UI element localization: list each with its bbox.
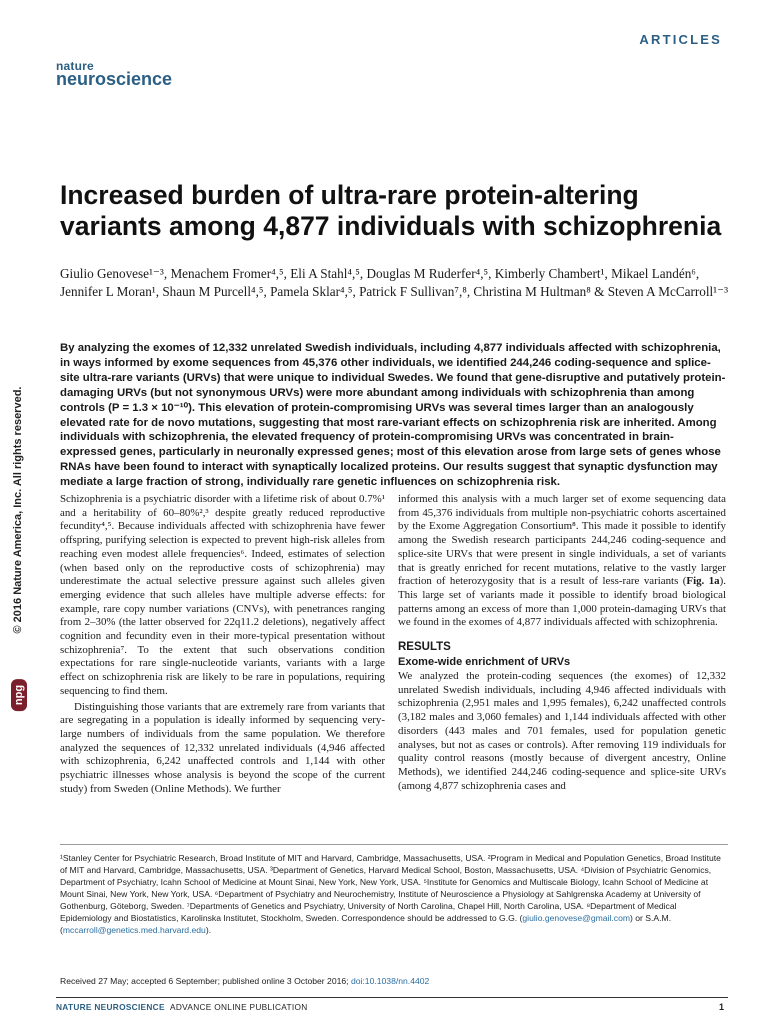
article-title: Increased burden of ultra-rare protein-altering variants among 4,877 individuals with schizophrenia	[60, 180, 722, 241]
publication-dates	[60, 976, 728, 986]
body-paragraph: We analyzed the protein-coding sequences (the exomes) of 12,332 unrelated Swedish individuals, including 4,946 affected individuals with schizophrenia (2,951 males and 1,995 females), 6,242 unaffected controls (3,182 males and 3,060 females) and 1,144 individuals affected with other disorders (443 males and 701 females, used for population genetic analyses, but not as cases or controls). After removing 119 individuals for quality control reasons (mostly because of divergent ancestry, Online Methods), we identified 244,246 coding-sequence and splice-site URVs (among 4,877 schizophrenia cases and	[398, 670, 726, 792]
affiliations-text: ¹Stanley Center for Psychiatric Research, Broad Institute of MIT and Harvard, Cambridge, Massachusetts, USA. ²Program in Medical and Population Genetics, Broad Institute of MIT and Harvard, Cambridge, Massachusetts, USA. ³Department of Genetics, Harvard Medical School, Boston, Massachusetts, USA. ⁴Division of Psychiatric Genomics, Department of Psychiatry, Icahn School of Medicine at Mount Sinai, New York, New York, USA. ⁵Institute for Genomics and Multiscale Biology, Icahn School of Medicine at Mount Sinai, New York, New York, USA. ⁶Department of Psychiatry and Neurochemistry, Institute of Neuroscience a Physiology at Sahlgrenska Academy at University of Gothenburg, Göteborg, Sweden. ⁷Departments of Genetics and Psychiatry, University of North Carolina, Chapel Hill, North Carolina, USA. ⁸Department of Medical Epidemiology and Biostatistics, Karolinska Institutet, Stockholm, Sweden. Correspondence should be addressed to G.G. (	[60, 853, 721, 923]
figure-reference[interactable]: Fig. 1a	[686, 575, 720, 588]
footer-divider	[56, 997, 728, 998]
copyright-text: © 2016 Nature America, Inc. All rights reserved.	[12, 386, 24, 634]
footnote-divider	[60, 844, 728, 845]
results-subheading: Exome-wide enrichment of URVs	[398, 656, 571, 669]
journal-logo-small: nature	[56, 59, 94, 73]
npg-logo	[6, 665, 32, 725]
affiliations-text: ).	[205, 925, 212, 935]
body-paragraph: Schizophrenia is a psychiatric disorder with a lifetime risk of about 0.7%¹ and a heritability of 60–80%²,³ despite greatly reduced reproductive fecundity⁴,⁵. Because individuals affected with schizophrenia have fewer offspring, purifying selection is expected to prevent high-risk alleles from reaching even modest allele frequencies⁶. Indeed, estimates of selection (when based only on the reproductive costs of schizophrenia) may underestimate the actual selective pressure against such alleles given emerging evidence that such alleles have multiple adverse effects: for example, rare copy number variations (CNVs), with penetrances ranging from 2–30% (the latter observed for 22q11.2 deletions), negatively affect cognition and fecundity even in their more-typical presentation without schizophrenia⁷. To the extent that such observations condition expectations for rare single-nucleotide variants, variants with a large effect on schizophrenia risk are likely to be rare in populations, requiring sequencing to find them.	[60, 493, 385, 697]
section-label: ARTICLES	[639, 32, 722, 47]
body-column-left	[60, 493, 385, 796]
email-link-mccarroll[interactable]: mccarroll@genetics.med.harvard.edu	[62, 925, 206, 935]
body-column-right	[398, 493, 726, 793]
results-heading: RESULTS	[398, 641, 451, 654]
body-text: informed this analysis with a much larger set of exome sequencing data from 45,376 individuals from multiple non-psychiatric cohorts ascertained by the Exome Aggregation Consortium⁸. This made it possible to identify among the Swedish research participants 244,246 coding-sequence and splice-site URVs that were present in single individuals, a set of variants that is greatly enriched for recent mutations, relative to the vastly larger fraction of heterozygosity that is a result of less-rare variants (	[398, 493, 726, 588]
running-footer	[56, 1002, 308, 1012]
body-paragraph	[398, 493, 726, 630]
email-link-genovese[interactable]: giulio.genovese@gmail.com	[522, 913, 631, 923]
affiliations-text: ) or S.A.M. (	[60, 913, 672, 935]
abstract: By analyzing the exomes of 12,332 unrelated Swedish individuals, including 4,877 individuals affected with schizophrenia, in ways informed by exome sequences from 45,376 other individuals, we identified 244,246 coding-sequence and splice-site ultra-rare variants (URVs) that were unique to individual Swedes. We found that gene-disruptive and putatively protein-damaging URVs (but not synonymous URVs) were more abundant among individuals with schizophrenia than among controls (P = 1.3 × 10⁻¹⁰). This elevation of protein-compromising URVs was several times larger than an analogously elevated rate for de novo mutations, suggesting that most rare-variant effects on schizophrenia risk are inherited. Among individuals with schizophrenia, the elevated frequency of protein-compromising URVs was concentrated in brain-expressed genes, particularly in neuronally expressed genes; most of this elevation arose from large sets of genes whose RNAs have been found to interact with synaptically localized proteins. Our results suggest that synaptic dysfunction may mediate a large fraction of strong, individually rare genetic influences on schizophrenia risk.	[60, 342, 726, 489]
author-list: Giulio Genovese¹⁻³, Menachem Fromer⁴,⁵, Eli A Stahl⁴,⁵, Douglas M Ruderfer⁴,⁵, Kimberly Chambert¹, Mikael Landén⁶, Jennifer L Moran¹, Shaun M Purcell⁴,⁵, Pamela Sklar⁴,⁵, Patrick F Sullivan⁷,⁸, Christina M Hultman⁸ & Steven A McCarroll¹⁻³	[60, 266, 729, 299]
page-number: 1	[718, 1002, 724, 1012]
npg-logo-text: npg	[11, 679, 27, 711]
copyright-notice	[8, 360, 28, 660]
doi-link[interactable]: doi:10.1038/nn.4402	[350, 976, 430, 986]
journal-logo	[56, 60, 172, 88]
journal-logo-big: neuroscience	[56, 69, 173, 89]
footer-edition: ADVANCE ONLINE PUBLICATION	[170, 1002, 308, 1012]
affiliations	[60, 852, 728, 936]
dates-text: Received 27 May; accepted 6 September; published online 3 October 2016;	[60, 976, 351, 986]
body-paragraph: Distinguishing those variants that are extremely rare from variants that are segregating in a population is ideally informed by sequencing very-large numbers of individuals from the same population. We therefore analyzed the sequences of 12,332 unrelated individuals (4,946 affected with schizophrenia, 6,242 unaffected controls and 1,144 with other psychiatric illnesses whose analysis is beyond the scope of the current study) from Sweden (Online Methods). We further	[60, 700, 385, 795]
footer-journal: NATURE NEUROSCIENCE	[56, 1002, 165, 1012]
body-text: ). This large set of variants made it possible to identify broad biological patterns among an excess of more than 1,000 protein-damaging URVs that we found in the exomes of 4,877 individuals affected with schizophrenia.	[398, 575, 726, 629]
